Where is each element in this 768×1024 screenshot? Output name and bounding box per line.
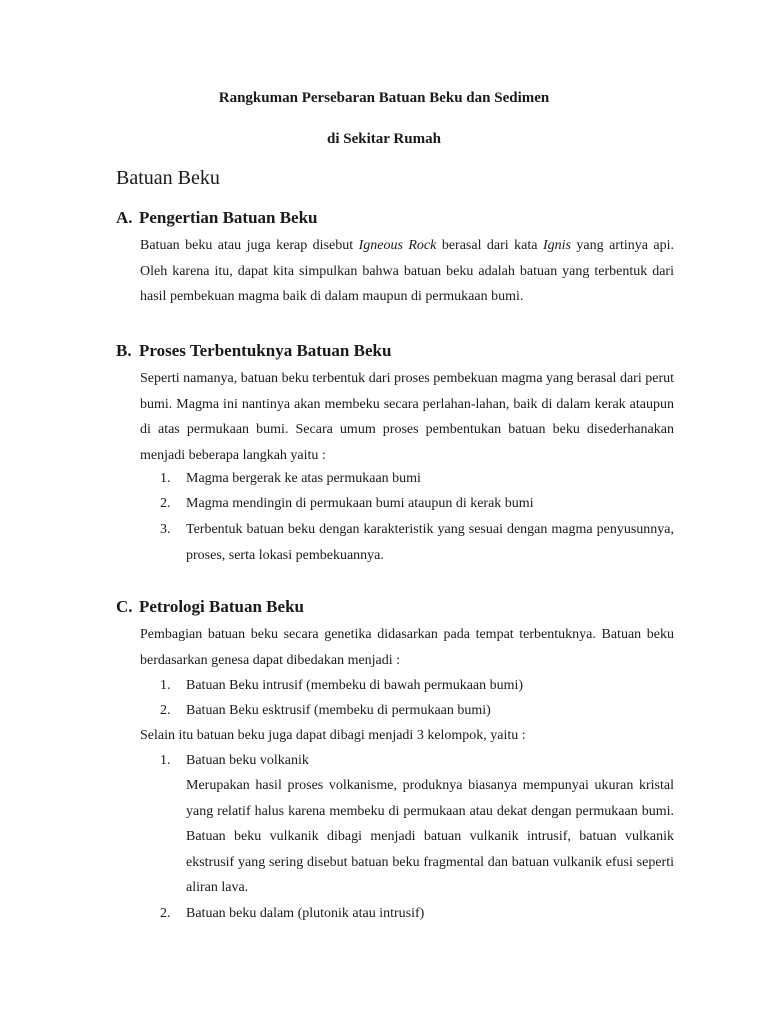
a-text-3: berasal dari kata	[436, 238, 543, 253]
list-item	[160, 466, 674, 492]
subsection-a-paragraph	[140, 233, 674, 310]
list-item-text: Batuan Beku intrusif (membeku di bawah permukaan bumi)	[186, 678, 524, 693]
list-item-text: Terbentuk batuan beku dengan karakteristik yang sesuai dengan magma penyusunnya, proses, serta lokasi pembekuannya.	[186, 522, 674, 563]
list-item	[160, 698, 674, 724]
list-item-text: Batuan Beku esktrusif (membeku di permukaan bumi)	[186, 703, 491, 718]
list-item	[160, 491, 674, 517]
subsection-c-title: Petrologi Batuan Beku	[139, 597, 304, 616]
subsection-b-marker: B.	[116, 341, 132, 360]
section-heading: Batuan Beku	[116, 167, 220, 189]
subsection-a-title: Pengertian Batuan Beku	[139, 208, 318, 227]
list-item-text: Batuan beku volkanik	[186, 753, 309, 768]
list-item-number: 1.	[160, 678, 171, 693]
subsection-b-paragraph: Seperti namanya, batuan beku terbentuk dari proses pembekuan magma yang berasal dari perut bumi. Magma ini nantinya akan membeku secara perlahan-lahan, baik di dalam kerak ataupun di atas permukaan bumi. Secara umum proses pembentukan batuan beku disederhanakan menjadi beberapa langkah yaitu :	[140, 371, 674, 463]
subsection-a-heading	[116, 208, 318, 228]
subsection-b-title: Proses Terbentuknya Batuan Beku	[139, 341, 392, 360]
list-item	[160, 517, 674, 568]
list-item-number: 3.	[160, 522, 171, 537]
list-item-number: 2.	[160, 496, 171, 511]
list-item	[160, 673, 674, 699]
list-item	[160, 748, 674, 774]
list-item-number: 2.	[160, 703, 171, 718]
a-term-igneous-rock: Igneous Rock	[358, 238, 437, 253]
list-item	[160, 901, 674, 927]
a-text-5: yang artinya api. Oleh karena itu, dapat kita simpulkan bahwa batuan beku adalah batuan yang terbentuk dari hasil pembekuan magma baik di dalam maupun di permukaan bumi.	[140, 238, 675, 304]
subsection-a-marker: A.	[116, 208, 133, 227]
group-description: Merupakan hasil proses volkanisme, produknya biasanya mempunyai ukuran kristal yang relatif halus karena membeku di permukaan atau dekat dengan permukaan bumi. Batuan beku vulkanik dibagi menjadi batuan vulkanik intrusif, batuan vulkanik ekstrusif yang sering disebut batuan beku fragmental dan batuan vulkanik efusi seperti aliran lava.	[186, 778, 674, 895]
list-item-number: 1.	[160, 753, 171, 768]
list-item-text: Magma bergerak ke atas permukaan bumi	[186, 471, 421, 486]
subsection-c-paragraph: Pembagian batuan beku secara genetika didasarkan pada tempat terbentuknya. Batuan beku berdasarkan genesa dapat dibedakan menjadi :	[140, 627, 674, 668]
subsection-c-heading	[116, 597, 304, 617]
document-title-line-2: di Sekitar Rumah	[327, 131, 441, 147]
document-title-line-1: Rangkuman Persebaran Batuan Beku dan Sedimen	[218, 90, 550, 106]
list-item-number: 2.	[160, 906, 171, 921]
subsection-b-heading	[116, 341, 391, 361]
list-item-number: 1.	[160, 471, 171, 486]
group-intro: Selain itu batuan beku juga dapat dibagi menjadi 3 kelompok, yaitu :	[140, 728, 526, 743]
list-item-text: Magma mendingin di permukaan bumi ataupun di kerak bumi	[186, 496, 534, 511]
a-text-1: Batuan beku atau juga kerap disebut	[140, 238, 359, 253]
list-item-text: Batuan beku dalam (plutonik atau intrusif)	[186, 906, 425, 921]
a-term-ignis: Ignis	[542, 238, 571, 253]
subsection-c-marker: C.	[116, 597, 133, 616]
